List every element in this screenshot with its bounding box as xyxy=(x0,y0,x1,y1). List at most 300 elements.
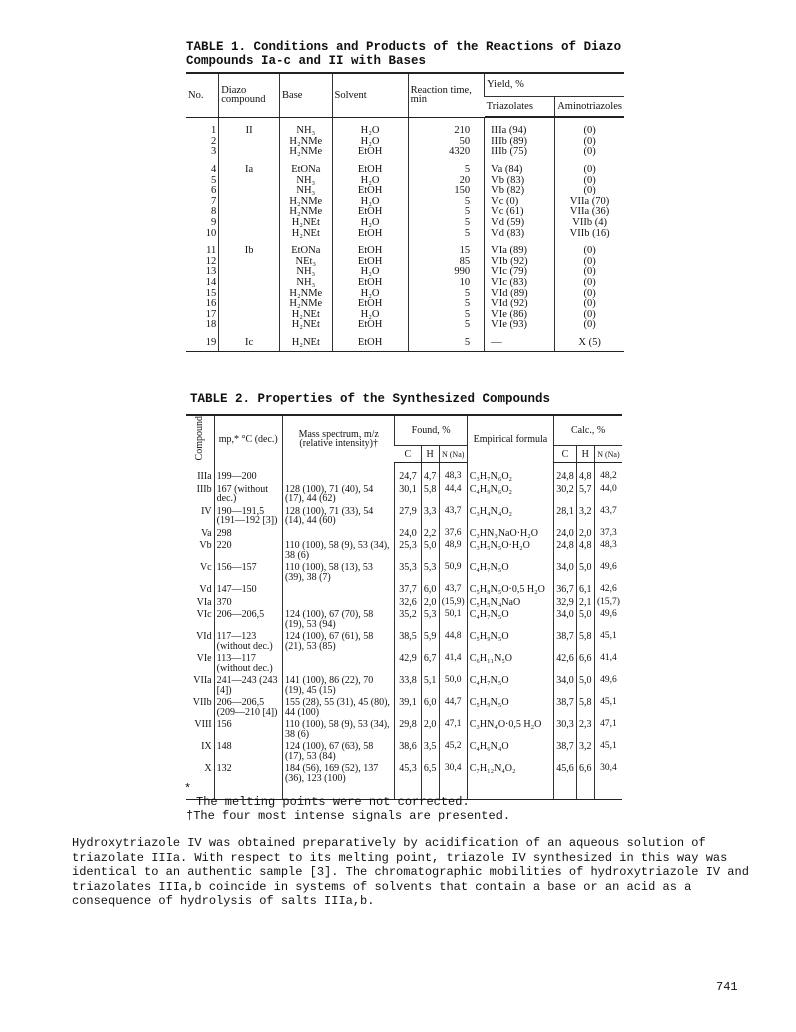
t2-cell-cmp: VIII xyxy=(194,719,212,731)
t2-cell-fn: 44,4 xyxy=(439,482,467,504)
t1-cell-no: 6 xyxy=(210,185,217,197)
t2-cell-ms: 184 (56), 169 (52), 137 (36), 123 (100) xyxy=(282,761,395,800)
t2-cell-fc: 45,3 xyxy=(395,761,421,800)
t1-cell-no: 18 xyxy=(205,319,217,331)
t2-cell-fh: 6,0 xyxy=(421,582,439,595)
t2-cell-ch: 5,8 xyxy=(576,695,594,717)
t2-cell-ms: 124 (100), 67 (63), 58 (17), 53 (84) xyxy=(282,739,395,761)
t2-cell-fc: 25,3 xyxy=(395,538,421,560)
t2-cell-cc: 34,0 xyxy=(554,560,577,582)
table-row xyxy=(186,136,624,147)
t2-cell-formula: C₃H₇N₆O₂ xyxy=(467,463,553,482)
t1-cell-diazo: II xyxy=(219,118,280,136)
t2-cell-ch: 3,2 xyxy=(576,504,594,526)
t2-cell-cmp: VIIb xyxy=(192,697,212,709)
t2-cell-fh: 5,3 xyxy=(421,607,439,629)
t1-cell-tri: Vd (83) xyxy=(485,228,555,239)
table-row xyxy=(186,298,624,309)
t1-cell-no: 14 xyxy=(205,276,217,288)
t2-cell-cmp: IX xyxy=(201,741,212,753)
t2-cell-cn: 47,1 xyxy=(594,717,622,739)
t1-cell-amino: VIIa (70) xyxy=(555,196,624,207)
t1-cell-amino: (0) xyxy=(555,185,624,196)
t1-cell-diazo xyxy=(219,206,280,217)
t2-header-formula: Empirical formula xyxy=(467,415,553,463)
t2-cell-cmp: Vb xyxy=(199,540,212,552)
t1-cell-base: H₂NEt xyxy=(280,319,333,330)
t2-cell-fn: 45,2 xyxy=(439,739,467,761)
table-row xyxy=(186,217,624,228)
t1-cell-amino: (0) xyxy=(555,146,624,157)
t2-header-found-n: N (Na) xyxy=(439,446,467,463)
t1-cell-tri: VIa (89) xyxy=(485,238,555,256)
t1-cell-time: 210 xyxy=(408,118,485,136)
t1-cell-time: 5 xyxy=(408,330,485,352)
table-row xyxy=(186,118,624,136)
t2-cell-cc: 45,6 xyxy=(554,761,577,800)
t2-cell-ms xyxy=(282,651,395,673)
t2-cell-ch: 6,6 xyxy=(576,761,594,800)
t2-cell-fn: 41,4 xyxy=(439,651,467,673)
t1-header-no: No. xyxy=(186,73,219,117)
t2-cell-cc: 30,3 xyxy=(554,717,577,739)
t1-cell-time: 4320 xyxy=(408,146,485,157)
table-row xyxy=(186,651,622,673)
t2-cell-cn: 44,0 xyxy=(594,482,622,504)
t1-cell-base: EtONa xyxy=(280,238,333,256)
t1-cell-amino: (0) xyxy=(555,266,624,277)
t2-cell-fn: 47,1 xyxy=(439,717,467,739)
t2-cell-mp: 206—206,5 xyxy=(214,607,282,629)
t2-cell-mp: 167 (without dec.) xyxy=(214,482,282,504)
t2-cell-fn: 37,6 xyxy=(439,526,467,539)
t2-cell-fh: 2,2 xyxy=(421,526,439,539)
t2-header-found-c: C xyxy=(395,446,421,463)
t2-cell-formula: C₄H₇N₅O xyxy=(467,607,553,629)
table-row xyxy=(186,185,624,196)
t1-cell-diazo xyxy=(219,256,280,267)
t1-cell-base: H₂NMe xyxy=(280,146,333,157)
t2-cell-ch: 5,7 xyxy=(576,482,594,504)
t1-cell-tri: IIIa (94) xyxy=(485,118,555,136)
t2-cell-cn: 48,3 xyxy=(594,538,622,560)
t1-cell-tri: Va (84) xyxy=(485,157,555,175)
t2-cell-mp: 156 xyxy=(214,717,282,739)
t2-cell-cmp: Vc xyxy=(199,562,212,574)
t2-cell-ms: 155 (28), 55 (31), 45 (80), 44 (100) xyxy=(282,695,395,717)
t2-header-calc: Calc., % xyxy=(554,415,622,446)
t2-cell-fn: 30,4 xyxy=(439,761,467,800)
t1-cell-time: 5 xyxy=(408,228,485,239)
t2-cell-cc: 38,7 xyxy=(554,739,577,761)
footnote-dagger: †The four most intense signals are presented. xyxy=(186,809,511,823)
t1-cell-diazo xyxy=(219,217,280,228)
t2-cell-fn: 44,7 xyxy=(439,695,467,717)
table-row xyxy=(186,309,624,320)
t2-cell-fn: 43,7 xyxy=(439,504,467,526)
t2-cell-ch: 2,0 xyxy=(576,526,594,539)
t2-cell-fc: 38,5 xyxy=(395,629,421,651)
t2-cell-ms: 128 (100), 71 (40), 54 (17), 44 (62) xyxy=(282,482,395,504)
t2-cell-fn: 50,1 xyxy=(439,607,467,629)
t2-cell-formula: C₅H₈N₅O·0,5 H₂O xyxy=(467,582,553,595)
table-row xyxy=(186,228,624,239)
t1-cell-amino: VIIa (36) xyxy=(555,206,624,217)
t2-header-compound-label: Compound xyxy=(194,416,206,461)
t1-cell-diazo xyxy=(219,136,280,147)
t1-cell-amino: (0) xyxy=(555,277,624,288)
t2-cell-cn: 49,6 xyxy=(594,560,622,582)
table-row xyxy=(186,157,624,175)
t1-cell-time: 5 xyxy=(408,206,485,217)
t2-cell-mp: 220 xyxy=(214,538,282,560)
t2-cell-fn: 43,7 xyxy=(439,582,467,595)
t1-cell-amino: (0) xyxy=(555,288,624,299)
table-row xyxy=(186,595,622,608)
t1-cell-diazo: Ic xyxy=(219,330,280,352)
t1-cell-tri: Vb (82) xyxy=(485,185,555,196)
table-row xyxy=(186,146,624,157)
t2-cell-fh: 5,9 xyxy=(421,629,439,651)
t2-cell-ms: 124 (100), 67 (61), 58 (21), 53 (85) xyxy=(282,629,395,651)
t2-cell-formula: C₅H₅N₄NaO xyxy=(467,595,553,608)
t1-cell-solvent: EtOH xyxy=(332,298,408,309)
t2-cell-mp: 117—123 (without dec.) xyxy=(214,629,282,651)
t1-cell-tri: VIe (86) xyxy=(485,309,555,320)
table-row xyxy=(186,463,622,482)
t1-cell-diazo xyxy=(219,185,280,196)
t1-cell-solvent: H₂O xyxy=(332,309,408,320)
t2-cell-cc: 36,7 xyxy=(554,582,577,595)
t1-cell-tri: Vc (61) xyxy=(485,206,555,217)
t2-cell-fc: 39,1 xyxy=(395,695,421,717)
t2-cell-formula: C₆H₁₁N₅O xyxy=(467,651,553,673)
t1-cell-solvent: H₂O xyxy=(332,118,408,136)
t1-cell-no: 2 xyxy=(210,135,217,147)
t2-cell-cn: 42,6 xyxy=(594,582,622,595)
t1-cell-solvent: EtOH xyxy=(332,206,408,217)
t2-header-found-h: H xyxy=(421,446,439,463)
t2-cell-fn: 50,9 xyxy=(439,560,467,582)
t1-cell-base: NEt₃ xyxy=(280,256,333,267)
t1-cell-solvent: EtOH xyxy=(332,157,408,175)
t1-cell-tri: — xyxy=(485,330,555,352)
t1-cell-amino: (0) xyxy=(555,319,624,330)
t1-cell-solvent: H₂O xyxy=(332,196,408,207)
t1-cell-time: 20 xyxy=(408,175,485,186)
t2-cell-mp: 370 xyxy=(214,595,282,608)
t2-cell-mp: 190—191,5 (191—192 [3]) xyxy=(214,504,282,526)
t2-cell-fc: 35,2 xyxy=(395,607,421,629)
t1-cell-solvent: EtOH xyxy=(332,238,408,256)
t1-header-diazo: Diazo compound xyxy=(219,73,280,117)
t1-cell-tri: IIIb (89) xyxy=(485,136,555,147)
body-paragraph: Hydroxytriazole IV was obtained preparatively by acidification of an aqueous solution of triazolate IIIa. With respect to its melting point, triazole IV synthesized in this way was identical to an authentic sample [3]. The chromatographic mobilities of hydroxytriazole IV and triazolates IIIa,b coincide in systems of solvents that contain a base or an acid as a consequence of hydrolysis of salts IIIa,b. xyxy=(72,836,749,909)
t1-cell-solvent: H₂O xyxy=(332,266,408,277)
t1-cell-base: H₂NMe xyxy=(280,136,333,147)
t2-cell-mp: 113—117 (without dec.) xyxy=(214,651,282,673)
t2-cell-mp: 241—243 (243 [4]) xyxy=(214,673,282,695)
t1-cell-amino: (0) xyxy=(555,238,624,256)
t1-cell-base: H₂NMe xyxy=(280,206,333,217)
t1-cell-diazo xyxy=(219,298,280,309)
t1-cell-no: 9 xyxy=(210,216,217,228)
t1-header-triazolates: Triazolates xyxy=(485,96,555,117)
t1-cell-diazo xyxy=(219,309,280,320)
t2-cell-fh: 5,8 xyxy=(421,482,439,504)
t1-cell-amino: (0) xyxy=(555,157,624,175)
t1-cell-time: 50 xyxy=(408,136,485,147)
table-row xyxy=(186,629,622,651)
table-row xyxy=(186,538,622,560)
t1-cell-time: 5 xyxy=(408,319,485,330)
t2-cell-fh: 6,0 xyxy=(421,695,439,717)
t2-cell-ch: 5,0 xyxy=(576,607,594,629)
t1-cell-diazo xyxy=(219,266,280,277)
t1-cell-amino: (0) xyxy=(555,256,624,267)
t2-cell-fc: 24,0 xyxy=(395,526,421,539)
t2-cell-cn: 37,3 xyxy=(594,526,622,539)
t2-cell-cmp: IIIb xyxy=(196,483,212,495)
table1-caption-line2: Compounds Ia-c and II with Bases xyxy=(186,54,427,68)
t2-cell-cn: 41,4 xyxy=(594,651,622,673)
t2-cell-fc: 33,8 xyxy=(395,673,421,695)
t2-cell-cc: 42,6 xyxy=(554,651,577,673)
t2-cell-cn: 43,7 xyxy=(594,504,622,526)
t2-cell-cn: 49,6 xyxy=(594,607,622,629)
t1-cell-diazo xyxy=(219,175,280,186)
t1-cell-no: 19 xyxy=(186,330,219,352)
t2-cell-cmp: IV xyxy=(201,505,212,517)
t1-cell-time: 5 xyxy=(408,157,485,175)
t2-cell-fc: 32,6 xyxy=(395,595,421,608)
t2-header-found: Found, % xyxy=(395,415,467,446)
t2-cell-mp: 298 xyxy=(214,526,282,539)
t2-cell-fh: 5,3 xyxy=(421,560,439,582)
table-row xyxy=(186,607,622,629)
t2-cell-fh: 4,7 xyxy=(421,463,439,482)
t2-header-mp: mp,* °C (dec.) xyxy=(214,415,282,463)
t2-cell-formula: C₃HN₄O·0,5 H₂O xyxy=(467,717,553,739)
t2-cell-mp: 206—206,5 (209—210 [4]) xyxy=(214,695,282,717)
t2-cell-formula: C₃H₄N₄O₂ xyxy=(467,504,553,526)
footnote-star-mark: * xyxy=(184,782,192,796)
table-row xyxy=(186,238,624,256)
footnote-star: The melting points were not corrected. xyxy=(196,795,470,809)
t2-cell-fn: 50,0 xyxy=(439,673,467,695)
t1-cell-no: 17 xyxy=(205,308,217,320)
t1-cell-no: 13 xyxy=(205,266,217,278)
t1-cell-time: 5 xyxy=(408,309,485,320)
table-row xyxy=(186,482,622,504)
t2-cell-mp: 148 xyxy=(214,739,282,761)
t1-cell-amino: X (5) xyxy=(555,330,624,352)
t1-cell-diazo xyxy=(219,228,280,239)
t1-cell-time: 5 xyxy=(408,196,485,207)
t2-cell-cmp: VIIa xyxy=(193,675,212,687)
table-row xyxy=(186,288,624,299)
t2-cell-cmp: Vd xyxy=(199,584,212,596)
t2-cell-cc: 32,9 xyxy=(554,595,577,608)
t2-cell-ms: 110 (100), 58 (9), 53 (34), 38 (6) xyxy=(282,538,395,560)
t2-cell-cn: 49,6 xyxy=(594,673,622,695)
t2-cell-cc: 34,0 xyxy=(554,673,577,695)
page-number: 741 xyxy=(716,980,738,994)
t2-cell-cn: 45,1 xyxy=(594,629,622,651)
t1-cell-base: H₂NMe xyxy=(280,298,333,309)
t1-cell-base: NH₃ xyxy=(280,266,333,277)
table2-caption: TABLE 2. Properties of the Synthesized Compounds xyxy=(190,392,551,406)
table2 xyxy=(186,414,622,800)
t2-cell-fc: 37,7 xyxy=(395,582,421,595)
t1-cell-amino: VIIb (16) xyxy=(555,228,624,239)
t1-cell-tri: IIIb (75) xyxy=(485,146,555,157)
t2-cell-ms: 110 (100), 58 (9), 53 (34), 38 (6) xyxy=(282,717,395,739)
t2-cell-formula: C₅H₉N₅O xyxy=(467,695,553,717)
t2-cell-ms: 110 (100), 58 (13), 53 (39), 38 (7) xyxy=(282,560,395,582)
t2-header-calc-c: C xyxy=(554,446,577,463)
t2-cell-fc: 30,1 xyxy=(395,482,421,504)
t1-cell-no: 4 xyxy=(210,163,217,175)
t1-cell-amino: (0) xyxy=(555,309,624,320)
t1-cell-time: 150 xyxy=(408,185,485,196)
t1-cell-no: 15 xyxy=(205,287,217,299)
t2-cell-formula: C₅H₉N₅O xyxy=(467,629,553,651)
t2-cell-ch: 2,1 xyxy=(576,595,594,608)
t1-cell-diazo xyxy=(219,196,280,207)
t1-cell-no: 16 xyxy=(205,298,217,310)
t1-cell-time: 85 xyxy=(408,256,485,267)
t2-cell-fc: 42,9 xyxy=(395,651,421,673)
t1-cell-tri: VIc (79) xyxy=(485,266,555,277)
t2-cell-fn: 48,9 xyxy=(439,538,467,560)
t2-cell-mp: 147—150 xyxy=(214,582,282,595)
t1-cell-no: 3 xyxy=(210,146,217,158)
t1-cell-no: 12 xyxy=(205,255,217,267)
table-row xyxy=(186,739,622,761)
t2-cell-cmp: IIIa xyxy=(197,470,212,482)
t2-header-calc-n: N (Na) xyxy=(594,446,622,463)
t2-cell-ch: 6,6 xyxy=(576,651,594,673)
t1-cell-base: NH₃ xyxy=(280,277,333,288)
t1-cell-amino: (0) xyxy=(555,118,624,136)
t1-cell-tri: Vc (0) xyxy=(485,196,555,207)
t1-cell-tri: VId (89) xyxy=(485,288,555,299)
t2-cell-cn: 45,1 xyxy=(594,739,622,761)
t1-cell-solvent: H₂O xyxy=(332,136,408,147)
t1-cell-solvent: EtOH xyxy=(332,256,408,267)
t2-cell-cc: 34,0 xyxy=(554,607,577,629)
t1-cell-base: H₂NEt xyxy=(280,330,333,352)
t1-cell-solvent: EtOH xyxy=(332,146,408,157)
t1-cell-diazo xyxy=(219,319,280,330)
t2-cell-mp: 156—157 xyxy=(214,560,282,582)
t2-cell-cc: 38,7 xyxy=(554,629,577,651)
t2-cell-ms: 141 (100), 86 (22), 70 (19), 45 (15) xyxy=(282,673,395,695)
t2-header-calc-h: H xyxy=(576,446,594,463)
t2-cell-cc: 30,2 xyxy=(554,482,577,504)
t2-cell-fc: 35,3 xyxy=(395,560,421,582)
table-row xyxy=(186,582,622,595)
t2-cell-fn: 48,3 xyxy=(439,463,467,482)
t1-cell-base: H₂NEt xyxy=(280,217,333,228)
t2-cell-ch: 6,1 xyxy=(576,582,594,595)
t1-cell-diazo: Ib xyxy=(219,238,280,256)
t1-cell-solvent: EtOH xyxy=(332,228,408,239)
t1-cell-no: 10 xyxy=(205,227,217,239)
t2-cell-ch: 2,3 xyxy=(576,717,594,739)
t1-cell-solvent: EtOH xyxy=(332,185,408,196)
t1-cell-solvent: H₂O xyxy=(332,288,408,299)
table-row xyxy=(186,266,624,277)
t2-cell-formula: C₄H₇N₅O xyxy=(467,673,553,695)
t2-cell-cc: 24,8 xyxy=(554,538,577,560)
t1-cell-solvent: H₂O xyxy=(332,217,408,228)
t2-cell-fh: 3,3 xyxy=(421,504,439,526)
t2-cell-fh: 3,5 xyxy=(421,739,439,761)
t1-cell-base: H₂NEt xyxy=(280,228,333,239)
t2-cell-cmp: X xyxy=(186,761,214,800)
t1-header-aminotriazoles: Aminotriazoles xyxy=(555,96,624,117)
t2-cell-fh: 5,1 xyxy=(421,673,439,695)
t1-cell-solvent: EtOH xyxy=(332,319,408,330)
t2-cell-ms xyxy=(282,526,395,539)
t1-cell-diazo xyxy=(219,277,280,288)
t1-cell-base: H₂NMe xyxy=(280,196,333,207)
table1-caption-line1: TABLE 1. Conditions and Products of the Reactions of Diazo xyxy=(186,40,622,54)
t2-cell-cn: 30,4 xyxy=(594,761,622,800)
t1-cell-solvent: EtOH xyxy=(332,277,408,288)
t1-cell-time: 5 xyxy=(408,217,485,228)
table-row xyxy=(186,206,624,217)
t2-cell-cmp: VIe xyxy=(196,653,212,665)
table-row xyxy=(186,277,624,288)
t1-cell-no: 5 xyxy=(210,174,217,186)
table-row xyxy=(186,504,622,526)
t1-cell-base: H₂NEt xyxy=(280,309,333,320)
t1-cell-tri: Vb (83) xyxy=(485,175,555,186)
t2-cell-fc: 29,8 xyxy=(395,717,421,739)
t1-cell-amino: VIIb (4) xyxy=(555,217,624,228)
t1-cell-tri: VIc (83) xyxy=(485,277,555,288)
t2-cell-fc: 27,9 xyxy=(395,504,421,526)
t2-cell-formula: C₃HN₃NaO·H₂O xyxy=(467,526,553,539)
t2-cell-ch: 5,0 xyxy=(576,560,594,582)
t1-cell-base: H₂NMe xyxy=(280,288,333,299)
t2-cell-mp: 132 xyxy=(214,761,282,800)
t2-cell-formula: C₇H₁₂N₄O₂ xyxy=(467,761,553,800)
table-row xyxy=(186,330,624,352)
t1-cell-no: 7 xyxy=(210,195,217,207)
t1-cell-tri: Vd (59) xyxy=(485,217,555,228)
t2-cell-fn: 44,8 xyxy=(439,629,467,651)
t1-cell-amino: (0) xyxy=(555,136,624,147)
t2-cell-fh: 2,0 xyxy=(421,717,439,739)
table-row xyxy=(186,673,622,695)
t2-header-ms: Mass spectrum, m/z (relative intensity)† xyxy=(282,415,395,463)
t2-cell-ch: 3,2 xyxy=(576,739,594,761)
t2-cell-ms xyxy=(282,582,395,595)
t2-cell-formula: C₄H₉N₆O₂ xyxy=(467,482,553,504)
t2-cell-cc: 24,8 xyxy=(554,463,577,482)
t1-cell-diazo xyxy=(219,288,280,299)
t2-cell-fn: (15,9) xyxy=(439,595,467,608)
t1-cell-base: EtONa xyxy=(280,157,333,175)
t1-cell-time: 5 xyxy=(408,298,485,309)
table-row xyxy=(186,319,624,330)
t2-cell-fc: 38,6 xyxy=(395,739,421,761)
t1-cell-base: NH₃ xyxy=(280,175,333,186)
